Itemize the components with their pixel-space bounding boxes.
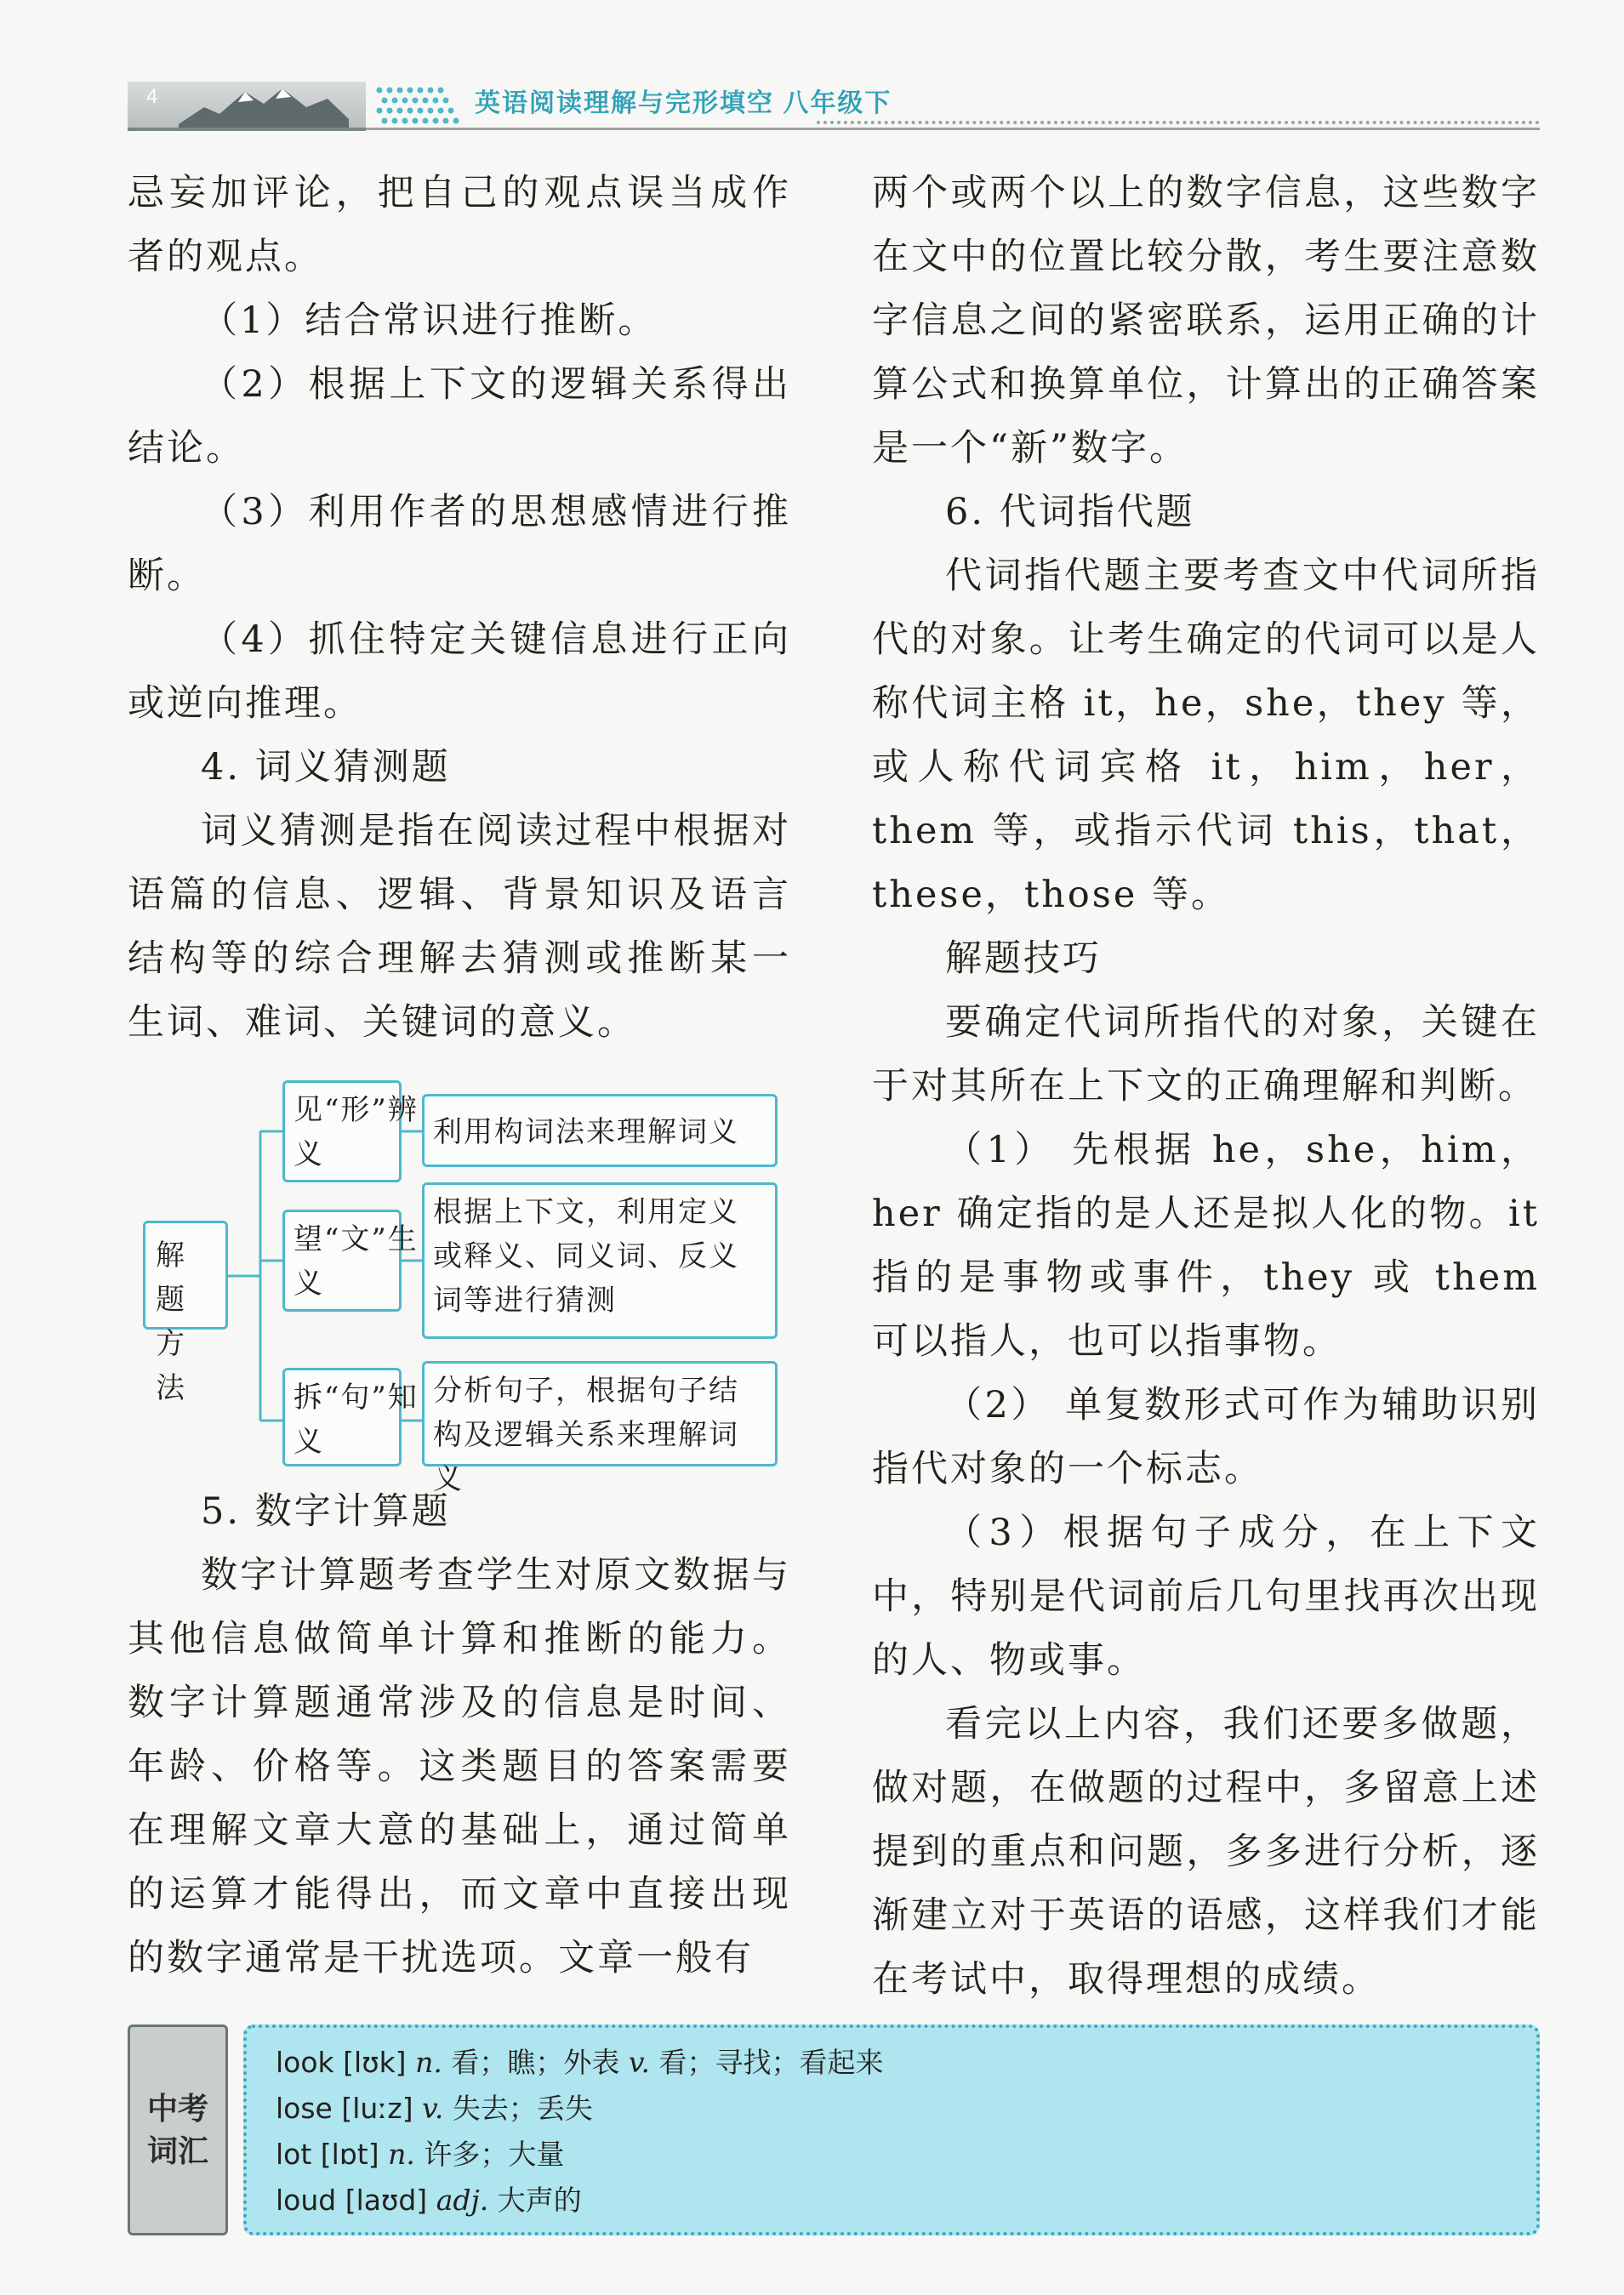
header-rule	[366, 128, 1540, 130]
section-heading: 5. 数字计算题	[201, 1490, 451, 1533]
vocab-item	[276, 2132, 1507, 2178]
paragraph: （2） 单复数形式可作为辅助识别指代对象的一个标志。	[872, 1384, 1540, 1490]
vocab-pos: v.	[422, 2092, 444, 2125]
paragraph: 看完以上内容，我们还要多做题，做对题，在做题的过程中，多留意上述提到的重点和问题，多多进行分析，逐渐建立对于英语的语感，这样我们才能在考试中，取得理想的成绩。	[872, 1703, 1540, 2001]
paragraph: 代词指代题主要考查文中代词所指代的对象。让考生确定的代词可以是人称代词主格 it，he，she，they 等，或人称代词宾格 it，him，her，them 等，或指示代词 this，that，these，those 等。	[872, 555, 1540, 916]
vocab-word: look [lʊk]	[276, 2046, 407, 2079]
diagram-method: 见“形”辨义	[282, 1080, 402, 1182]
paragraph: （1）结合常识进行推断。	[201, 299, 658, 342]
left-column	[128, 162, 791, 1055]
paragraph: 两个或两个以上的数字信息，这些数字在文中的位置比较分散，考生要注意数字信息之间的紧密联系，运用正确的计算公式和换算单位，计算出的正确答案是一个“新”数字。	[872, 172, 1540, 470]
paragraph: 词义猜测是指在阅读过程中根据对语篇的信息、逻辑、背景知识及语言结构等的综合理解去猜测或推断某一生词、难词、关键词的意义。	[128, 810, 791, 1044]
vocab-word: lot [lɒt]	[276, 2138, 379, 2171]
paragraph: 要确定代词所指代的对象，关键在于对其所在上下文的正确理解和判断。	[872, 1001, 1540, 1108]
section-heading: 6. 代词指代题	[945, 491, 1195, 533]
subheading: 解题技巧	[945, 937, 1102, 980]
diagram-root: 解题方法	[143, 1221, 228, 1330]
paragraph: 数字计算题考查学生对原文数据与其他信息做简单计算和推断的能力。数字计算题通常涉及的信息是时间、年龄、价格等。这类题目的答案需要在理解文章大意的基础上，通过简单的运算才能得出，而文章中直接出现的数字通常是干扰选项。文章一般有	[128, 1554, 791, 1979]
header-dotted-rule	[817, 121, 1540, 124]
vocab-pos: n.	[415, 2046, 442, 2079]
diagram-method: 拆“句”知义	[282, 1368, 402, 1466]
page-header	[128, 77, 1540, 133]
vocab-def: 失去；丢失	[452, 2092, 593, 2125]
diagram-desc: 分析句子，根据句子结构及逻辑关系来理解词义	[422, 1361, 778, 1466]
left-column-bottom	[128, 1480, 791, 1990]
vocab-box	[128, 2024, 1540, 2237]
paragraph: 忌妄加评论，把自己的观点误当成作者的观点。	[128, 172, 791, 278]
vocab-item	[276, 2086, 1507, 2132]
vocab-tag	[128, 2024, 228, 2235]
vocab-item	[276, 2040, 1507, 2086]
method-diagram	[136, 1072, 783, 1496]
vocab-pos: v.	[628, 2046, 651, 2079]
vocab-list	[243, 2024, 1540, 2235]
paragraph: （3）利用作者的思想感情进行推断。	[128, 491, 791, 597]
paragraph: （4）抓住特定关键信息进行正向或逆向推理。	[128, 618, 791, 725]
vocab-tag-line: 词汇	[146, 2133, 208, 2169]
page-number: 4	[146, 85, 158, 108]
vocab-def: 看；寻找；看起来	[658, 2046, 884, 2079]
paragraph: （3）根据句子成分，在上下文中，特别是代词前后几句里找再次出现的人、物或事。	[872, 1512, 1540, 1682]
vocab-item	[276, 2178, 1507, 2224]
paragraph: （1） 先根据 he，she，him，her 确定指的是人还是拟人化的物。it 指的是事物或事件，they 或 them 可以指人，也可以指事物。	[872, 1129, 1540, 1363]
vocab-def: 许多；大量	[424, 2138, 565, 2171]
paragraph: （2）根据上下文的逻辑关系得出结论。	[128, 363, 791, 470]
diagram-desc: 利用构词法来理解词义	[422, 1094, 778, 1167]
vocab-pos: adj.	[436, 2184, 489, 2217]
vocab-pos: n.	[388, 2138, 415, 2171]
mountain-icon	[179, 82, 349, 128]
header-title: 英语阅读理解与完形填空 八年级下	[475, 89, 892, 117]
right-column	[872, 162, 1540, 2012]
diagram-method: 望“文”生义	[282, 1210, 402, 1312]
vocab-tag-line: 中考	[146, 2091, 208, 2127]
vocab-word: lose [luːz]	[276, 2092, 413, 2125]
diagram-desc: 根据上下文，利用定义或释义、同义词、反义词等进行猜测	[422, 1182, 778, 1339]
vocab-def: 大声的	[497, 2184, 582, 2217]
vocab-word: loud [laʊd]	[276, 2184, 428, 2217]
dots-decoration-icon	[374, 83, 468, 126]
vocab-def: 看；瞧；外表	[451, 2046, 620, 2079]
section-heading: 4. 词义猜测题	[201, 746, 451, 789]
